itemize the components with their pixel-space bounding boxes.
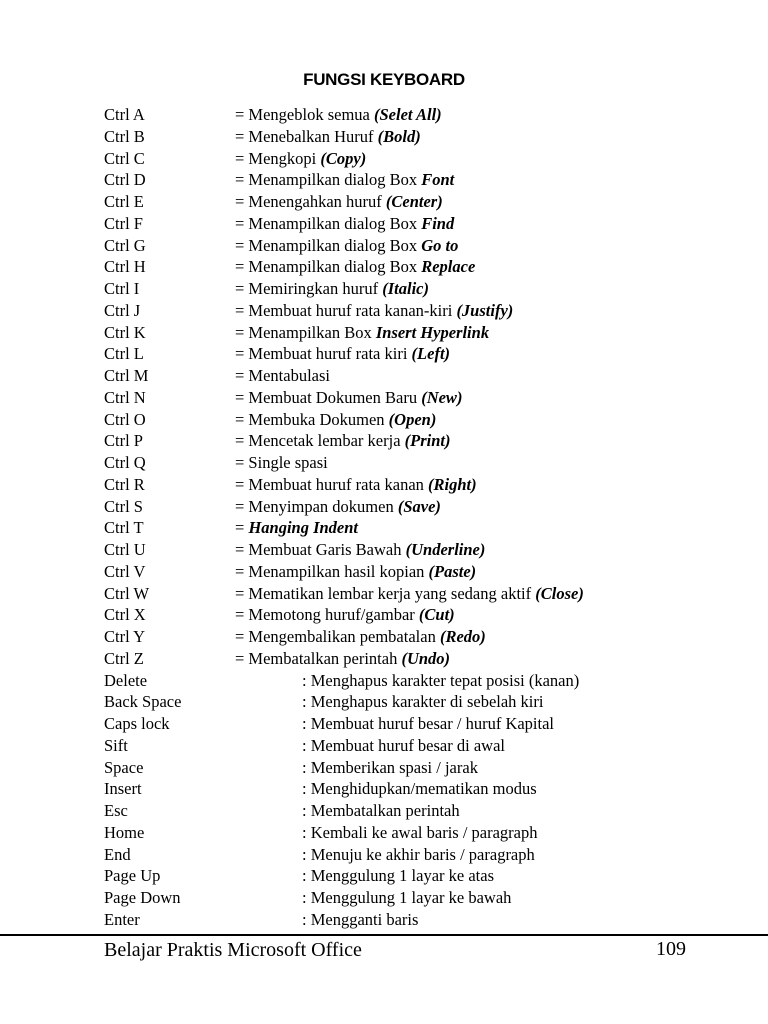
shortcut-description: [235, 452, 328, 474]
shortcut-key: Ctrl I: [104, 279, 140, 298]
shortcut-description-text: = Mematikan lembar kerja yang sedang aktif: [235, 583, 536, 603]
shortcut-row: [104, 213, 744, 235]
shortcut-command-name: (Copy): [320, 148, 367, 168]
special-key-name: Page Down: [104, 888, 181, 907]
special-key-description: : Menuju ke akhir baris / paragraph: [302, 844, 535, 864]
shortcut-description-text: = Membuat Garis Bawah: [235, 540, 406, 559]
shortcut-command-name: (Paste): [428, 561, 477, 581]
shortcut-row: [104, 387, 744, 409]
shortcut-description: [235, 539, 485, 561]
shortcut-key: Ctrl H: [104, 257, 146, 277]
shortcut-key: Ctrl W: [104, 583, 150, 603]
shortcut-description: [235, 604, 455, 626]
special-key-name: End: [104, 844, 131, 864]
shortcut-command-name: (Save): [397, 496, 441, 516]
shortcut-description: [235, 496, 441, 518]
shortcut-command-name: Insert Hyperlink: [375, 322, 490, 342]
shortcut-key: Ctrl X: [104, 605, 146, 625]
special-key-row: [104, 844, 744, 866]
shortcut-description-text: = Menengahkan huruf: [235, 192, 386, 211]
shortcut-description-text: = Mencetak lembar kerja: [235, 431, 405, 451]
shortcut-row: [104, 235, 744, 257]
shortcut-key: Ctrl C: [104, 148, 145, 168]
special-key-name: Back Space: [104, 692, 182, 712]
shortcut-row: [104, 430, 744, 452]
special-key-description: : Menghidupkan/mematikan modus: [302, 779, 537, 799]
shortcut-command-name: (Print): [404, 431, 451, 451]
shortcut-row: [104, 496, 744, 518]
special-key-description: : Kembali ke awal baris / paragraph: [302, 822, 538, 842]
shortcut-row: [104, 648, 744, 670]
shortcut-command-name: Font: [421, 170, 455, 190]
shortcut-description-text: = Menyimpan dokumen: [235, 496, 398, 516]
shortcut-row: [104, 148, 744, 170]
shortcut-row: [104, 474, 744, 496]
shortcut-row: [104, 256, 744, 278]
special-key-description: : Menghapus karakter tepat posisi (kanan): [302, 670, 580, 690]
shortcut-description: [235, 409, 436, 431]
shortcut-description: [235, 430, 450, 452]
shortcut-command-name: Replace: [421, 257, 476, 277]
shortcut-row: [104, 561, 744, 583]
shortcut-description: [235, 213, 454, 235]
shortcut-key: Ctrl F: [104, 213, 143, 233]
shortcut-description: [235, 148, 366, 170]
special-key-name: Sift: [104, 735, 128, 755]
special-key-description: : Membuat huruf besar / huruf Kapital: [302, 714, 555, 733]
special-key-row: [104, 887, 744, 909]
shortcut-key: Ctrl O: [104, 409, 146, 429]
special-key-name: Esc: [104, 801, 128, 820]
shortcut-command-name: (Underline): [405, 540, 486, 559]
shortcut-command-name: (Justify): [456, 300, 514, 320]
shortcut-description: [235, 191, 443, 213]
special-key-row: [104, 800, 744, 822]
special-key-name: Page Up: [104, 866, 161, 886]
shortcut-description: [235, 104, 442, 126]
special-key-row: [104, 735, 744, 757]
shortcut-description: [235, 300, 513, 322]
shortcut-command-name: (Open): [388, 409, 437, 429]
shortcut-key: Ctrl D: [104, 170, 146, 190]
shortcut-description-text: = Membuat Dokumen Baru: [235, 387, 422, 407]
shortcut-row: [104, 604, 744, 626]
shortcut-description-text: = Mentabulasi: [235, 366, 330, 385]
special-key-name: Home: [104, 822, 145, 842]
special-key-description: : Membuat huruf besar di awal: [302, 735, 505, 755]
shortcut-row: [104, 626, 744, 648]
shortcut-row: [104, 539, 744, 561]
shortcut-row: [104, 343, 744, 365]
footer-divider: [0, 934, 768, 936]
shortcut-row: [104, 452, 744, 474]
special-key-name: Space: [104, 757, 144, 777]
shortcut-description: [235, 387, 462, 409]
shortcut-key: Ctrl R: [104, 474, 145, 494]
shortcut-description-text: = Menampilkan Box: [235, 322, 376, 342]
shortcut-description-text: = Menampilkan hasil kopian: [235, 561, 429, 581]
shortcut-description-text: = Menampilkan dialog Box: [235, 170, 422, 190]
shortcut-description: [235, 235, 458, 257]
shortcut-command-name: (Selet All): [374, 105, 442, 124]
page-number: 109: [656, 938, 686, 960]
shortcut-command-name: Find: [421, 213, 455, 233]
shortcut-key: Ctrl Q: [104, 453, 146, 472]
special-key-row: [104, 670, 744, 692]
shortcut-command-name: (Close): [535, 583, 584, 603]
shortcut-description: [235, 343, 450, 365]
shortcut-key: Ctrl A: [104, 105, 145, 124]
shortcut-key: Ctrl K: [104, 322, 146, 342]
shortcut-description: [235, 365, 330, 387]
shortcut-key: Ctrl M: [104, 366, 149, 385]
shortcut-row: [104, 517, 744, 539]
shortcut-key: Ctrl E: [104, 192, 144, 211]
special-key-row: [104, 757, 744, 779]
shortcut-key: Ctrl N: [104, 387, 146, 407]
special-key-row: [104, 865, 744, 887]
shortcut-description: [235, 517, 358, 539]
shortcut-row: [104, 322, 744, 344]
shortcut-command-name: (Undo): [401, 648, 451, 668]
shortcut-description-text: = Membuka Dokumen: [235, 409, 389, 429]
shortcut-key: Ctrl U: [104, 540, 146, 559]
shortcut-key: Ctrl L: [104, 344, 144, 364]
shortcut-description-text: = Mengkopi: [235, 148, 321, 168]
shortcut-row: [104, 300, 744, 322]
special-key-row: [104, 778, 744, 800]
special-key-description: : Membatalkan perintah: [302, 801, 460, 820]
shortcut-list: [104, 104, 744, 931]
shortcut-key: Ctrl S: [104, 496, 143, 516]
shortcut-row: [104, 104, 744, 126]
shortcut-key: Ctrl Y: [104, 627, 146, 646]
shortcut-command-name: Go to: [421, 235, 459, 255]
shortcut-row: [104, 365, 744, 387]
shortcut-description-text: = Single spasi: [235, 453, 328, 472]
shortcut-key: Ctrl V: [104, 561, 146, 581]
shortcut-description-text: = Memotong huruf/gambar: [235, 605, 419, 625]
shortcut-description: [235, 169, 454, 191]
shortcut-description: [235, 256, 475, 278]
shortcut-description: [235, 626, 486, 648]
shortcut-description-text: = Membuat huruf rata kiri: [235, 344, 412, 364]
shortcut-description-text: = Membuat huruf rata kanan-kiri: [235, 300, 457, 320]
shortcut-description: [235, 474, 477, 496]
shortcut-command-name: (Italic): [382, 279, 429, 298]
special-key-row: [104, 691, 744, 713]
shortcut-command-name: (Left): [411, 344, 451, 364]
shortcut-description-text: = Menampilkan dialog Box: [235, 213, 422, 233]
shortcut-command-name: (Cut): [418, 605, 455, 625]
shortcut-key: Ctrl Z: [104, 648, 144, 668]
special-key-name: Insert: [104, 779, 142, 799]
special-key-name: Enter: [104, 909, 140, 929]
footer-book-title: Belajar Praktis Microsoft Office: [104, 939, 362, 961]
shortcut-description-text: = Mengeblok semua: [235, 105, 374, 124]
shortcut-command-name: (Redo): [439, 627, 486, 646]
shortcut-command-name: (Right): [428, 474, 477, 494]
shortcut-key: Ctrl G: [104, 235, 146, 255]
special-key-name: Caps lock: [104, 714, 170, 733]
shortcut-key: Ctrl J: [104, 300, 141, 320]
shortcut-key: Ctrl B: [104, 126, 145, 146]
special-key-name: Delete: [104, 670, 148, 690]
shortcut-description-text: =: [235, 518, 249, 538]
shortcut-description-text: = Menampilkan dialog Box: [235, 235, 422, 255]
shortcut-description: [235, 561, 476, 583]
shortcut-description: [235, 278, 429, 300]
special-key-row: [104, 909, 744, 931]
shortcut-command-name: Hanging Indent: [248, 518, 359, 538]
shortcut-description: [235, 648, 450, 670]
shortcut-row: [104, 583, 744, 605]
shortcut-command-name: (Center): [385, 192, 443, 211]
shortcut-row: [104, 409, 744, 431]
shortcut-description: [235, 322, 489, 344]
shortcut-row: [104, 126, 744, 148]
special-key-description: : Menggulung 1 layar ke atas: [302, 866, 494, 886]
shortcut-key: Ctrl T: [104, 518, 144, 538]
shortcut-key: Ctrl P: [104, 431, 143, 451]
special-key-row: [104, 822, 744, 844]
shortcut-row: [104, 278, 744, 300]
shortcut-command-name: (New): [421, 387, 463, 407]
shortcut-description: [235, 126, 421, 148]
shortcut-description: [235, 583, 584, 605]
special-key-description: : Mengganti baris: [302, 909, 419, 929]
shortcut-description-text: = Membatalkan perintah: [235, 648, 402, 668]
special-key-row: [104, 713, 744, 735]
special-key-description: : Memberikan spasi / jarak: [302, 757, 478, 777]
special-key-description: : Menggulung 1 layar ke bawah: [302, 888, 512, 907]
page-title: FUNGSI KEYBOARD: [303, 70, 465, 89]
shortcut-description-text: = Memiringkan huruf: [235, 279, 383, 298]
shortcut-description-text: = Membuat huruf rata kanan: [235, 474, 429, 494]
special-key-description: : Menghapus karakter di sebelah kiri: [302, 692, 544, 712]
shortcut-row: [104, 191, 744, 213]
shortcut-description-text: = Menampilkan dialog Box: [235, 257, 422, 277]
shortcut-command-name: (Bold): [377, 126, 421, 146]
shortcut-description-text: = Menebalkan Huruf: [235, 126, 378, 146]
shortcut-row: [104, 169, 744, 191]
shortcut-description-text: = Mengembalikan pembatalan: [235, 627, 440, 646]
